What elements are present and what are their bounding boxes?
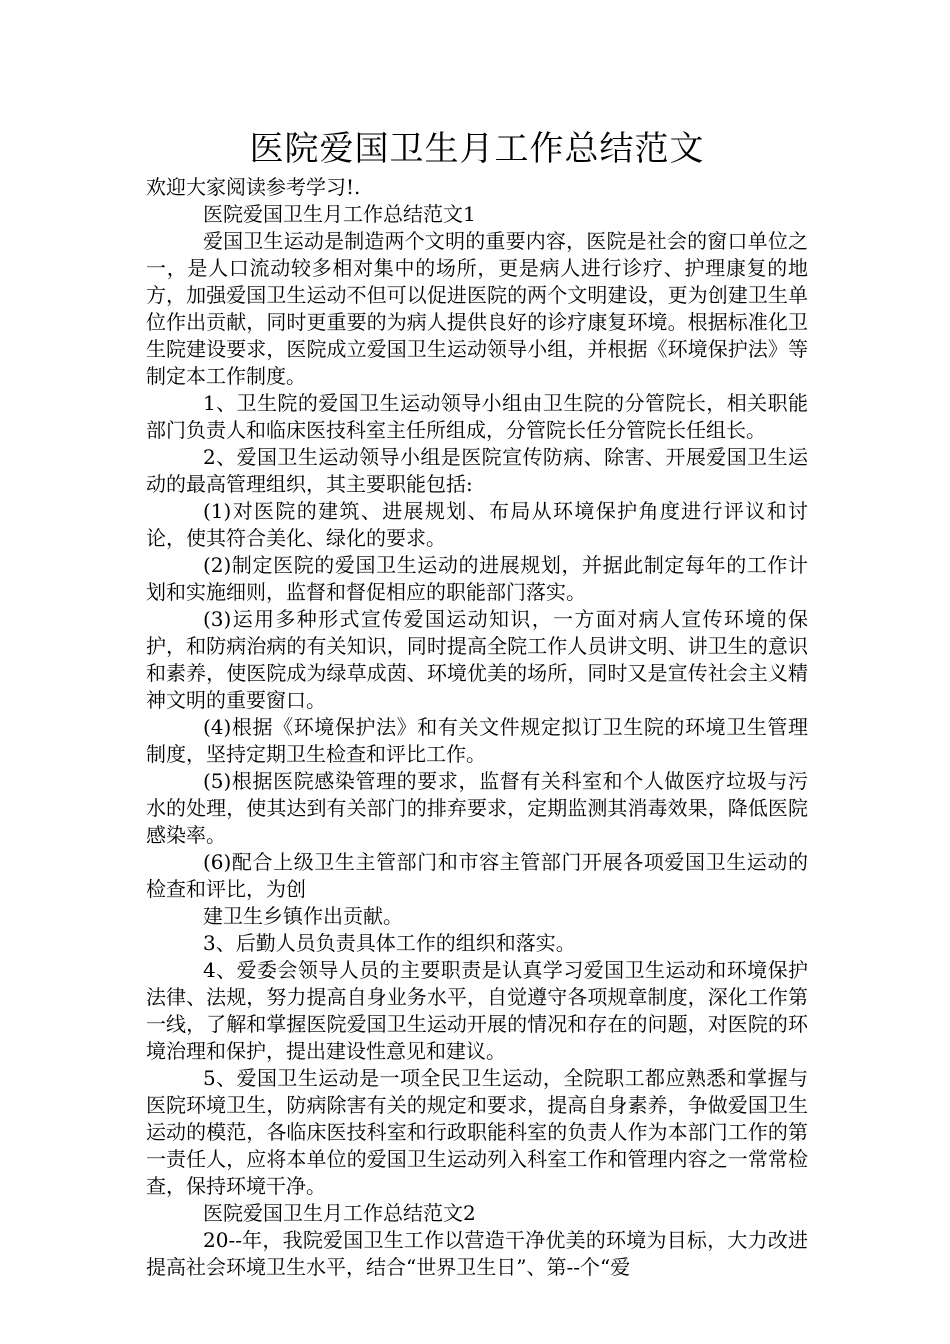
list-item: (1)对医院的建筑、进展规划、布局从环境保护角度进行评议和讨论，使其符合美化、绿化的要求。 <box>146 499 808 550</box>
list-item: (4)根据《环境保护法》和有关文件规定拟订卫生院的环境卫生管理制度，坚持定期卫生检查和评比工作。 <box>146 715 808 766</box>
list-item: (6)配合上级卫生主管部门和市容主管部门开展各项爱国卫生运动的检查和评比，为创 <box>146 850 808 901</box>
list-item-continuation: 建卫生乡镇作出贡献。 <box>203 904 403 928</box>
paragraph: 3、后勤人员负责具体工作的组织和落实。 <box>203 931 576 955</box>
section-heading-2: 医院爱国卫生月工作总结范文2 <box>203 1201 476 1225</box>
paragraph: 4、爱委会领导人员的主要职责是认真学习爱国卫生运动和环境保护法律、法规，努力提高自身业务水平，自觉遵守各项规章制度，深化工作第一线，了解和掌握医院爱国卫生运动开展的情况和存在的问题，对医院的环境治理和保护，提出建设性意见和建议。 <box>146 958 808 1063</box>
list-item: (2)制定医院的爱国卫生运动的进展规划，并据此制定每年的工作计划和实施细则，监督和督促相应的职能部门落实。 <box>146 553 808 604</box>
document-body <box>146 174 808 1281</box>
section-heading-1: 医院爱国卫生月工作总结范文1 <box>203 202 476 226</box>
list-item: (5)根据医院感染管理的要求，监督有关科室和个人做医疗垃圾与污水的处理，使其达到有关部门的排弃要求，定期监测其消毒效果，降低医院感染率。 <box>146 769 808 847</box>
paragraph: 20--年，我院爱国卫生工作以营造干净优美的环境为目标，大力改进提高社会环境卫生水平，结合“世界卫生日”、第--个“爱 <box>146 1228 808 1279</box>
paragraph: 5、爱国卫生运动是一项全民卫生运动，全院职工都应熟悉和掌握与医院环境卫生，防病除害有关的规定和要求，提高自身素养，争做爱国卫生运动的模范，各临床医技科室和行政职能科室的负责人作为本部门工作的第一责任人，应将本单位的爱国卫生运动列入科室工作和管理内容之一常常检查，保持环境干净。 <box>146 1066 808 1198</box>
paragraph: 爱国卫生运动是制造两个文明的重要内容，医院是社会的窗口单位之一，是人口流动较多相对集中的场所，更是病人进行诊疗、护理康复的地方，加强爱国卫生运动不但可以促进医院的两个文明建设，更为创建卫生单位作出贡献，同时更重要的为病人提供良好的诊疗康复环境。根据标准化卫生院建设要求，医院成立爱国卫生运动领导小组，并根据《环境保护法》等制定本工作制度。 <box>146 229 808 388</box>
paragraph: 2、爱国卫生运动领导小组是医院宣传防病、除害、开展爱国卫生运动的最高管理组织，其主要职能包括: <box>146 445 808 496</box>
intro-line: 欢迎大家阅读参考学习!. <box>146 175 361 199</box>
document-title: 医院爱国卫生月工作总结范文 <box>249 129 705 169</box>
list-item: (3)运用多种形式宣传爱国运动知识，一方面对病人宣传环境的保护，和防病治病的有关知识，同时提高全院工作人员讲文明、讲卫生的意识和素养，使医院成为绿草成茵、环境优美的场所，同时又是宣传社会主义精神文明的重要窗口。 <box>146 607 808 712</box>
paragraph: 1、卫生院的爱国卫生运动领导小组由卫生院的分管院长，相关职能部门负责人和临床医技科室主任所组成，分管院长任分管院长任组长。 <box>146 391 808 442</box>
